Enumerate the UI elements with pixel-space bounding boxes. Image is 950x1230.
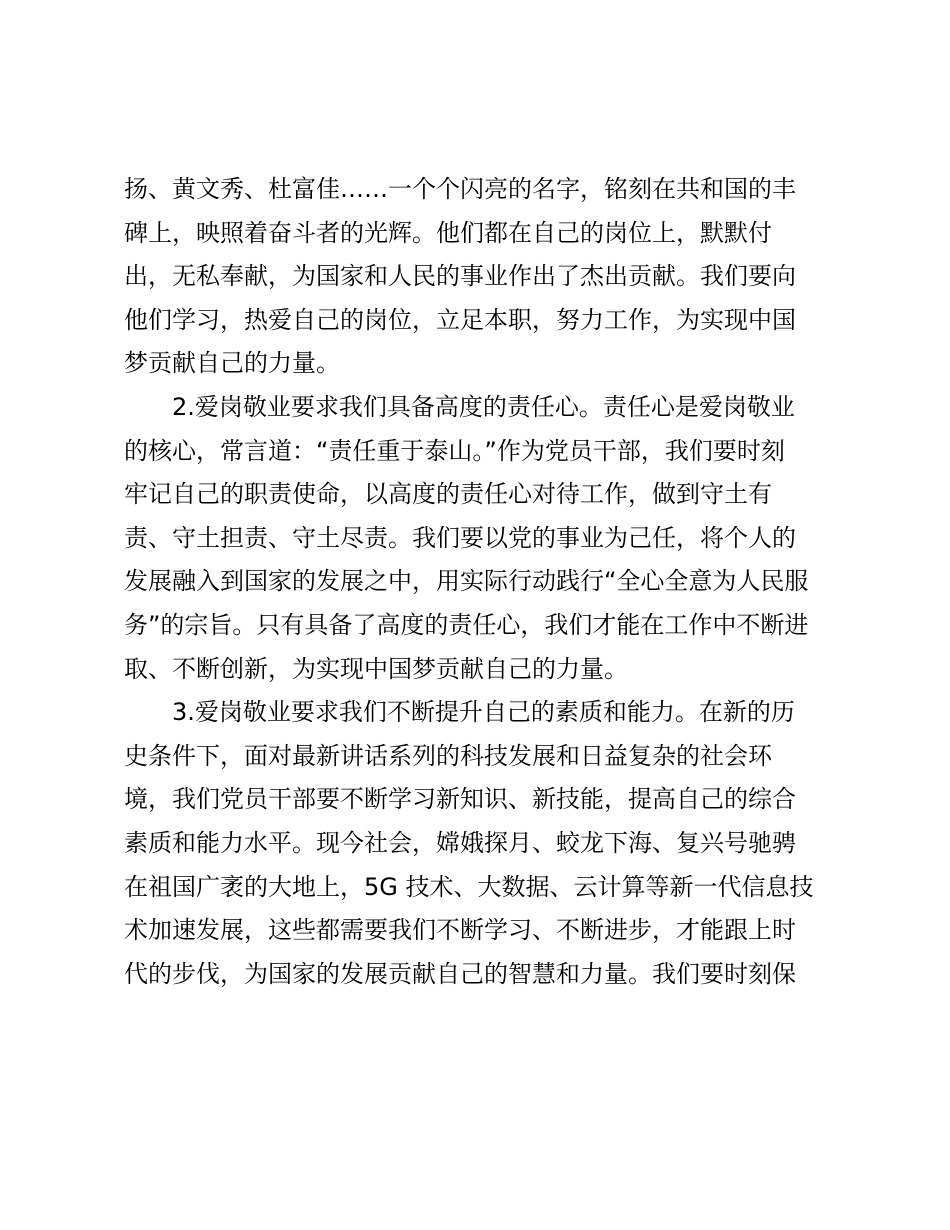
- text-line: 史条件下，面对最新讲话系列的科技发展和日益复杂的社会环: [124, 741, 772, 770]
- text-line: 取、不断创新，为实现中国梦贡献自己的力量。: [124, 654, 628, 683]
- text-line: 梦贡献自己的力量。: [124, 349, 340, 378]
- text-line: 术加速发展，这些都需要我们不断学习、不断进步，才能跟上时: [124, 916, 796, 945]
- text-line: 责、守土担责、守土尽责。我们要以党的事业为己任，将个人的: [124, 523, 796, 552]
- text-line: 的核心，常言道：“责任重于泰山。”作为党员干部，我们要时刻: [124, 436, 785, 465]
- text-line: 代的步伐，为国家的发展贡献自己的智慧和力量。我们要时刻保: [124, 959, 796, 988]
- text-line: 牢记自己的职责使命，以高度的责任心对待工作，做到守土有: [124, 480, 772, 509]
- paragraph-start-line: 2.爱岗敬业要求我们具备高度的责任心。责任心是爱岗敬业: [172, 392, 795, 421]
- text-line: 在祖国广袤的大地上，5G 技术、大数据、云计算等新一代信息技: [124, 872, 814, 901]
- text-line: 碑上，映照着奋斗者的光辉。他们都在自己的岗位上，默默付: [124, 218, 772, 247]
- text-line: 素质和能力水平。现今社会，嫦娥探月、蛟龙下海、复兴号驰骋: [124, 828, 796, 857]
- text-line: 务”的宗旨。只有具备了高度的责任心，我们才能在工作中不断进: [124, 610, 809, 639]
- paragraph-start-line: 3.爱岗敬业要求我们不断提升自己的素质和能力。在新的历: [172, 698, 795, 727]
- text-line: 他们学习，热爱自己的岗位，立足本职，努力工作，为实现中国: [124, 305, 796, 334]
- text-line: 发展融入到国家的发展之中，用实际行动践行“全心全意为人民服: [124, 567, 809, 596]
- text-line: 境，我们党员干部要不断学习新知识、新技能，提高自己的综合: [124, 785, 796, 814]
- text-line: 出，无私奉献，为国家和人民的事业作出了杰出贡献。我们要向: [124, 262, 796, 291]
- text-line: 扬、黄文秀、杜富佳……一个个闪亮的名字，铭刻在共和国的丰: [124, 175, 796, 203]
- body-text: [124, 168, 844, 996]
